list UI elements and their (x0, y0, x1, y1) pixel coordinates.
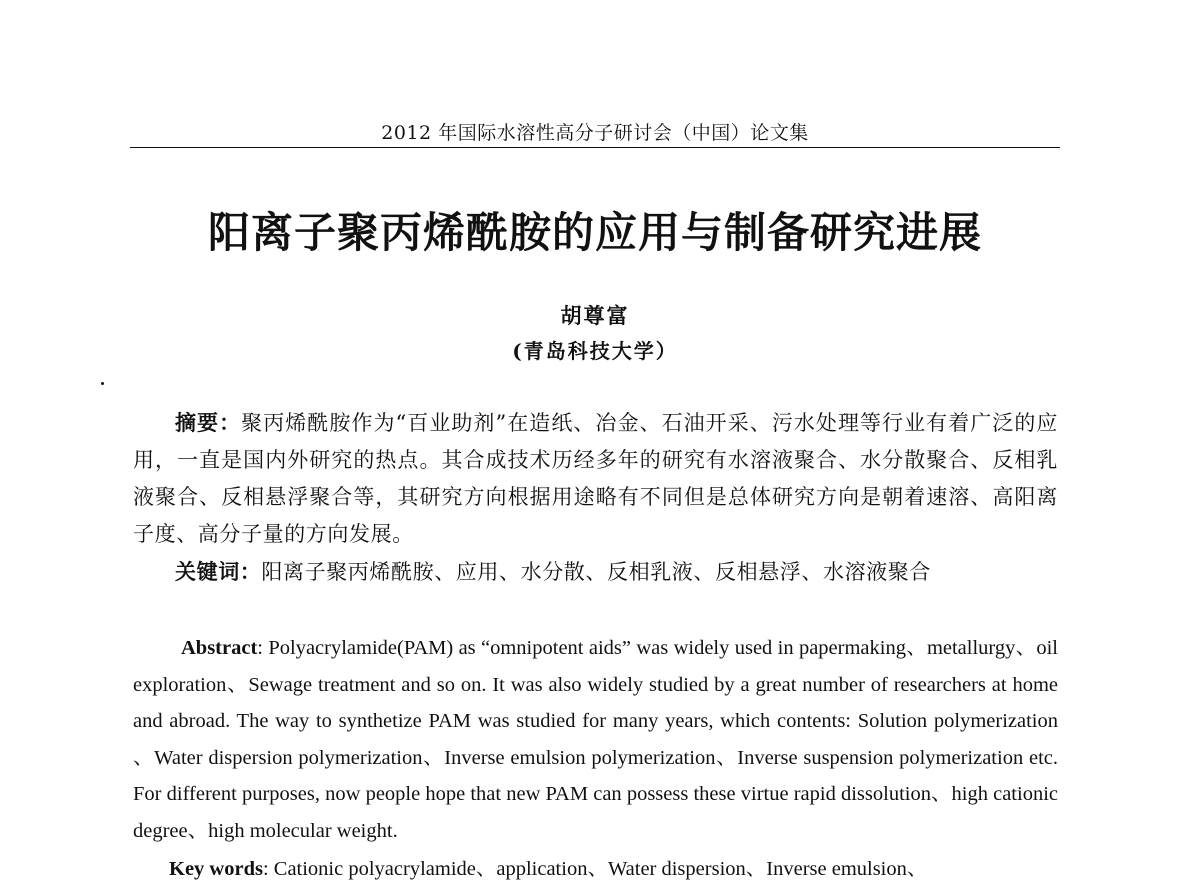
running-header: 2012 年国际水溶性高分子研讨会（中国）论文集 (381, 122, 809, 144)
keywords-cn-text: 阳离子聚丙烯酰胺、应用、水分散、反相乳液、反相悬浮、水溶液聚合 (261, 560, 932, 584)
english-abstract-section (133, 630, 1058, 888)
stray-dot-mark (101, 382, 104, 385)
keywords-en-paragraph (133, 851, 1058, 888)
abstract-cn-paragraph (133, 404, 1058, 553)
chinese-abstract-section (133, 404, 1058, 591)
keywords-en-text: : Cationic polyacrylamide、application、Water dispersion、Inverse emulsion、 (262, 858, 928, 880)
author-name: 胡尊富 (560, 303, 630, 328)
abstract-cn-label: 摘要： (175, 410, 242, 435)
keywords-cn-paragraph (133, 553, 1058, 591)
keywords-en-label: Key words (169, 858, 263, 880)
abstract-en-text: : Polyacrylamide(PAM) as “omnipotent aids” was widely used in papermaking、metallurgy、oil exploration、Sewage treatment and so on. It was also widely studied by a great number of researchers at home and abroad. The way to synthetize PAM was studied for many years, which contents: Solution polymerization 、Water dispersion polymerization、Inverse emulsion polymerization、Inverse suspension polymerization etc. For different purposes, now people hope that new PAM can possess these virtue rapid dissolution、high cationic degree、high molecular weight. (133, 637, 1058, 842)
author-affiliation: (青岛科技大学） (512, 339, 678, 363)
keywords-cn-label: 关键词： (175, 559, 262, 584)
paper-title: 阳离子聚丙烯酰胺的应用与制备研究进展 (207, 208, 982, 257)
abstract-cn-text: 聚丙烯酰胺作为“百业助剂”在造纸、冶金、石油开采、污水处理等行业有着广泛的应用，一直是国内外研究的热点。其合成技术历经多年的研究有水溶液聚合、水分散聚合、反相乳液聚合、反相悬浮聚合等，其研究方向根据用途略有不同但是总体研究方向是朝着速溶、高阳离子度、高分子量的方向发展。 (133, 411, 1058, 546)
header-rule (130, 147, 1060, 148)
abstract-en-label: Abstract (181, 637, 258, 659)
abstract-en-paragraph (133, 630, 1058, 849)
